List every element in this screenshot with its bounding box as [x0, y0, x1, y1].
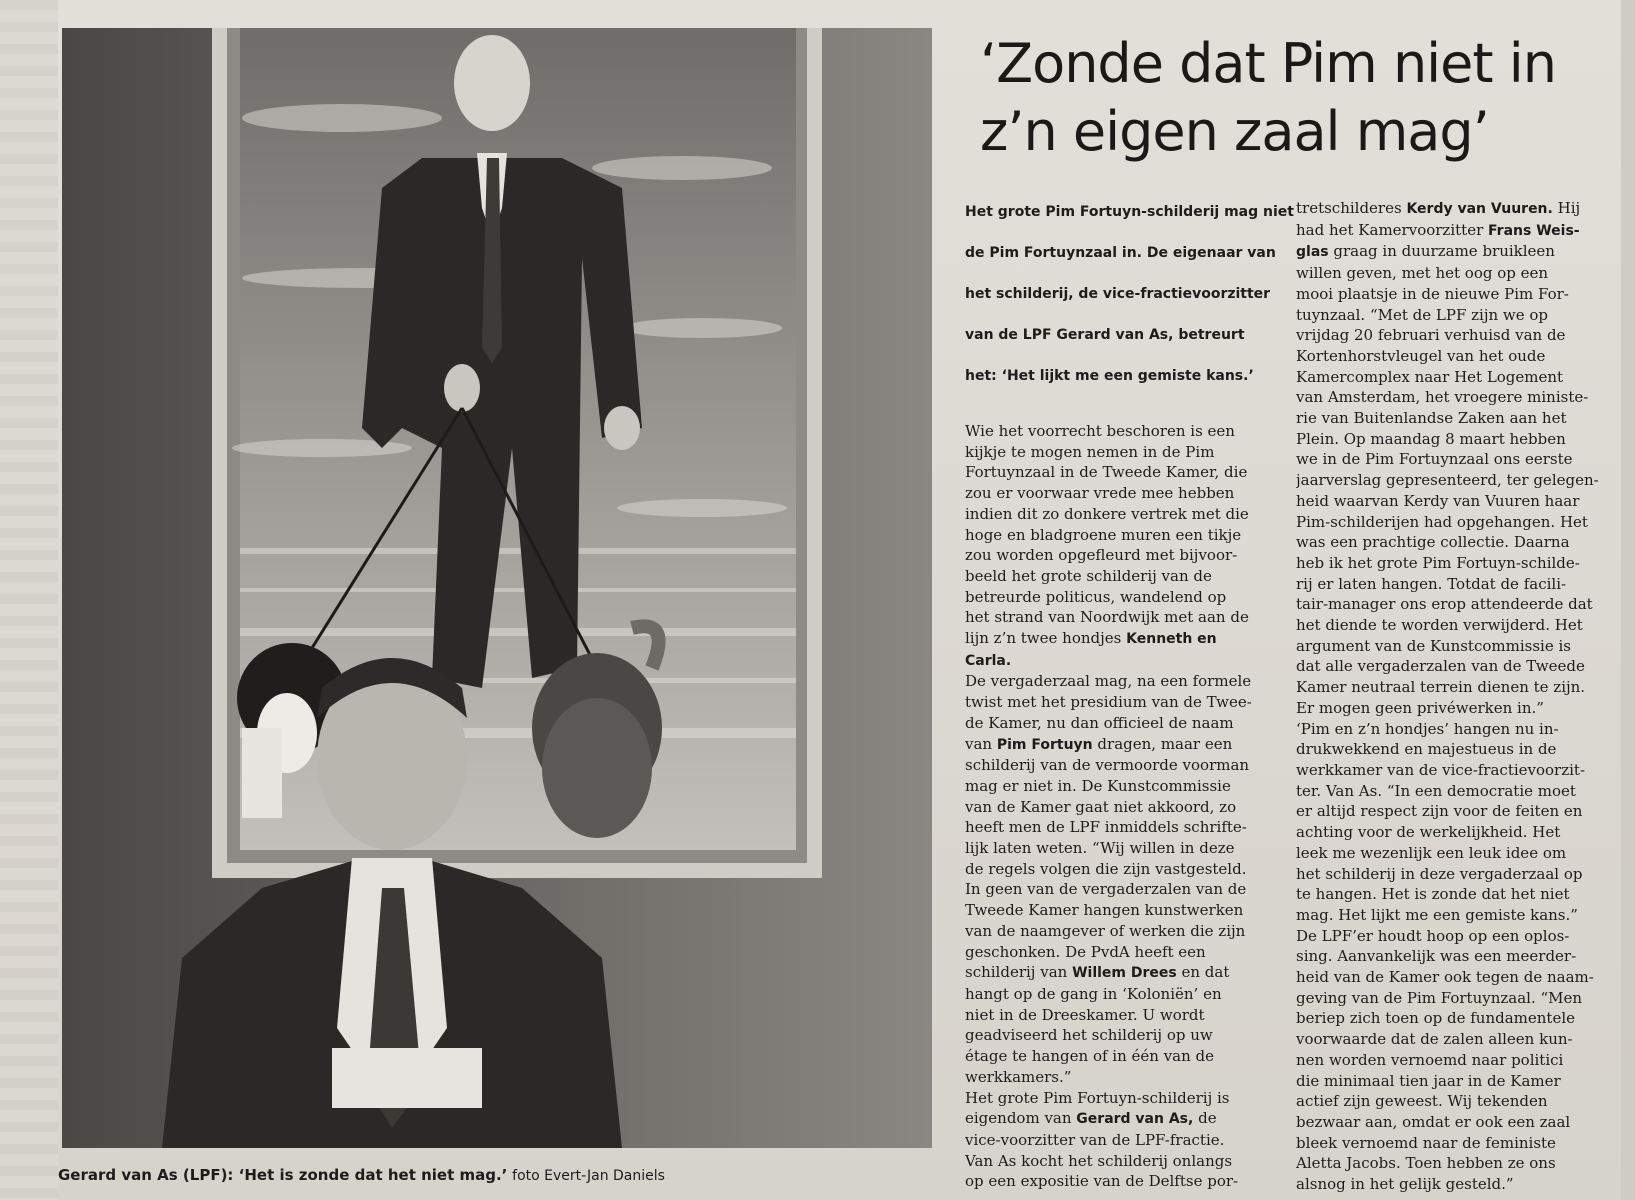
line-text: Het grote Pim Fortuyn-schilderij is	[965, 1088, 1230, 1107]
caption-text: Gerard van As (LPF): ‘Het is zonde dat het niet mag.’	[58, 1166, 508, 1184]
line-bold-name: Pim Fortuyn	[996, 736, 1093, 753]
line-text: sing. Aanvankelijk was een meerder-	[1296, 947, 1577, 966]
column-line	[1296, 553, 1626, 574]
intro-line: het schilderij, de vice-fractievoorzitter	[965, 286, 1271, 302]
column-line	[965, 421, 1295, 442]
line-text: het diende te worden verwijderd. Het	[1296, 616, 1583, 635]
column-line	[965, 545, 1295, 566]
line-text: we in de Pim Fortuynzaal ons eerste	[1296, 450, 1573, 469]
column-line	[965, 442, 1295, 463]
column-line	[965, 1171, 1295, 1192]
line-text: kijkje te mogen nemen in de Pim	[965, 442, 1215, 461]
line-text: eigendom van	[965, 1109, 1077, 1128]
line-text: schilderij van de vermoorde voorman	[965, 756, 1250, 775]
line-text: Fortuynzaal in de Tweede Kamer, die	[965, 463, 1248, 482]
column-line	[1296, 946, 1626, 967]
line-text: mag er niet in. De Kunstcommissie	[965, 776, 1231, 795]
column-line	[1296, 739, 1626, 760]
column-line	[965, 650, 1295, 672]
intro-line: van de LPF Gerard van As, betreurt	[965, 327, 1245, 343]
line-text: hangt op de gang in ‘Koloniën’ en	[965, 984, 1222, 1003]
line-text: achting voor de werkelijkheid. Het	[1296, 823, 1561, 842]
column-line	[965, 1130, 1295, 1151]
column-line	[1296, 801, 1626, 822]
line-text: rij er laten hangen. Totdat de facili-	[1296, 574, 1567, 593]
line-text: het strand van Noordwijk met aan de	[965, 608, 1249, 627]
column-line	[965, 776, 1295, 797]
line-text: twist met het presidium van de Twee-	[965, 693, 1252, 712]
line-text: De LPF’er houdt hoop op een oplos-	[1296, 926, 1570, 945]
line-text: geving van de Pim Fortuynzaal. “Men	[1296, 988, 1583, 1007]
line-text-after: Hij	[1552, 199, 1581, 217]
column-line	[1296, 615, 1626, 636]
article-intro	[965, 192, 1294, 397]
line-text: was een prachtige collectie. Daarna	[1296, 533, 1570, 552]
line-text: Plein. Op maandag 8 maart hebben	[1296, 429, 1566, 448]
column-line	[965, 713, 1295, 734]
intro-line: het: ‘Het lijkt me een gemiste kans.’	[965, 368, 1254, 384]
line-text: van de naamgever of werken die zijn	[965, 921, 1246, 940]
line-text: Er mogen geen privéwerken in.”	[1296, 698, 1544, 717]
line-text: dat alle vergaderzalen van de Tweede	[1296, 657, 1585, 676]
line-text: had het Kamervoorzitter	[1296, 220, 1489, 239]
line-text: lijk laten weten. “Wij willen in deze	[965, 839, 1235, 858]
column-line	[965, 1088, 1295, 1109]
column-line	[1296, 967, 1626, 988]
line-text: Kamer neutraal terrein dienen te zijn.	[1296, 678, 1586, 697]
line-text: van de Kamer gaat niet akkoord, zo	[965, 797, 1237, 816]
column-line	[965, 755, 1295, 776]
line-text: werkkamer van de vice-fractievoorzit-	[1296, 760, 1586, 779]
line-text: In geen van de vergaderzalen van de	[965, 880, 1247, 899]
line-text: beeld het grote schilderij van de	[965, 566, 1212, 585]
column-line	[1296, 843, 1626, 864]
column-line	[1296, 822, 1626, 843]
column-line	[965, 734, 1295, 756]
line-text: Tweede Kamer hangen kunstwerken	[965, 901, 1244, 920]
line-text-after: de	[1193, 1109, 1217, 1128]
column-line	[965, 879, 1295, 900]
column-line	[1296, 346, 1626, 367]
column-line	[1296, 677, 1626, 698]
column-line	[1296, 636, 1626, 657]
line-text: bleek vernoemd naar de feministe	[1296, 1133, 1556, 1152]
column-line	[1296, 1133, 1626, 1154]
line-text: lijn z’n twee hondjes	[965, 629, 1127, 648]
column-line	[965, 859, 1295, 880]
column-line	[965, 628, 1295, 650]
line-bold-name: Frans Weis-	[1488, 222, 1580, 239]
line-text: étage te hangen of in één van de	[965, 1047, 1215, 1066]
line-text: willen geven, met het oog op een	[1296, 264, 1549, 283]
line-text: zou er voorwaar vrede mee hebben	[965, 484, 1235, 503]
line-text: nen worden vernoemd naar politici	[1296, 1050, 1564, 1069]
line-bold-name: Carla.	[965, 652, 1012, 669]
line-text: tretschilderes	[1296, 199, 1407, 217]
column-line	[1296, 719, 1626, 740]
line-text: niet in de Dreeskamer. U wordt	[965, 1005, 1205, 1024]
column-line	[1296, 387, 1626, 408]
line-text: hoge en bladgroene muren een tikje	[965, 525, 1242, 544]
intro-line: Het grote Pim Fortuyn-schilderij mag niet	[965, 204, 1294, 220]
line-text: mag. Het lijkt me een gemiste kans.”	[1296, 905, 1578, 924]
column-line	[965, 1067, 1295, 1088]
article-column-1	[965, 421, 1295, 1192]
article-photo	[62, 28, 932, 1148]
column-line	[965, 1108, 1295, 1130]
line-text-after: graag in duurzame bruikleen	[1328, 242, 1555, 261]
line-text: rie van Buitenlandse Zaken aan het	[1296, 409, 1567, 428]
adjacent-page-edge-left	[0, 0, 58, 1200]
photo-credit: foto Evert-Jan Daniels	[512, 1168, 665, 1184]
line-text: betreurde politicus, wandelend op	[965, 587, 1227, 606]
line-text: ‘Pim en z’n hondjes’ hangen nu in-	[1296, 719, 1559, 738]
line-text: voorwaarde dat de zalen alleen kun-	[1296, 1030, 1573, 1049]
column-line	[1296, 470, 1626, 491]
photo-caption	[58, 1162, 938, 1188]
line-text: geadviseerd het schilderij op uw	[965, 1026, 1213, 1045]
line-bold-name: glas	[1296, 244, 1329, 261]
line-text: er altijd respect zijn voor de feiten en	[1296, 802, 1583, 821]
column-line	[965, 566, 1295, 587]
line-text: op een expositie van de Delftse por-	[965, 1172, 1239, 1191]
line-text: De vergaderzaal mag, na een formele	[965, 672, 1252, 691]
column-line	[1296, 884, 1626, 905]
line-text: van Amsterdam, het vroegere ministe-	[1296, 388, 1589, 407]
line-text-after: en dat	[1176, 963, 1230, 982]
column-line	[1296, 367, 1626, 388]
column-line	[1296, 1174, 1626, 1195]
line-text: te hangen. Het is zonde dat het niet	[1296, 885, 1570, 904]
article-headline	[980, 30, 1600, 166]
headline-line-1: ‘Zonde dat Pim niet in	[980, 32, 1556, 95]
column-line	[1296, 491, 1626, 512]
column-line	[965, 483, 1295, 504]
line-text: bezwaar aan, omdat er ook een zaal	[1296, 1112, 1571, 1131]
column-line	[1296, 1153, 1626, 1174]
line-text: indien dit zo donkere vertrek met die	[965, 504, 1249, 523]
column-line	[1296, 241, 1626, 263]
column-line	[965, 962, 1295, 984]
line-text: Pim-schilderijen had opgehangen. Het	[1296, 512, 1588, 531]
column-line	[1296, 698, 1626, 719]
column-line	[1296, 760, 1626, 781]
line-text: geschonken. De PvdA heeft een	[965, 942, 1206, 961]
column-line	[965, 587, 1295, 608]
column-line	[1296, 284, 1626, 305]
line-bold-name: Kerdy van Vuuren.	[1406, 201, 1553, 217]
line-text: ter. Van As. “In een democratie moet	[1296, 781, 1576, 800]
column-line	[965, 1025, 1295, 1046]
line-text: de regels volgen die zijn vastgesteld.	[965, 859, 1247, 878]
column-line	[1296, 220, 1626, 242]
column-line	[1296, 926, 1626, 947]
column-line	[965, 942, 1295, 963]
column-line	[965, 984, 1295, 1005]
column-line	[1296, 512, 1626, 533]
column-line	[1296, 1029, 1626, 1050]
line-text: Kortenhorstvleugel van het oude	[1296, 346, 1546, 365]
line-text: Kamercomplex naar Het Logement	[1296, 367, 1564, 386]
line-text: schilderij van	[965, 963, 1073, 982]
line-text: Aletta Jacobs. Toen hebben ze ons	[1296, 1154, 1556, 1173]
column-line	[1296, 325, 1626, 346]
column-line	[965, 900, 1295, 921]
line-text: heid van de Kamer ook tegen de naam-	[1296, 968, 1594, 987]
column-line	[1296, 305, 1626, 326]
column-line	[965, 921, 1295, 942]
column-line	[965, 817, 1295, 838]
line-text: heid waarvan Kerdy van Vuuren haar	[1296, 491, 1580, 510]
line-text: die minimaal tien jaar in de Kamer	[1296, 1071, 1561, 1090]
column-line	[1296, 594, 1626, 615]
column-line	[965, 1005, 1295, 1026]
column-line	[1296, 429, 1626, 450]
column-line	[965, 607, 1295, 628]
line-bold-name: Willem Drees	[1072, 965, 1177, 982]
line-text: Van As kocht het schilderij onlangs	[965, 1151, 1233, 1170]
column-line	[965, 525, 1295, 546]
column-line	[1296, 198, 1626, 220]
line-text: zou worden opgefleurd met bijvoor-	[965, 546, 1238, 565]
article-column-2	[1296, 198, 1626, 1195]
line-text: de Kamer, nu dan officieel de naam	[965, 713, 1234, 732]
line-text: van	[965, 734, 997, 753]
column-line	[1296, 1008, 1626, 1029]
column-line	[965, 1046, 1295, 1067]
line-text: heeft men de LPF inmiddels schrifte-	[965, 818, 1247, 837]
line-bold-name: Kenneth en	[1126, 631, 1217, 648]
column-line	[1296, 532, 1626, 553]
column-line	[965, 838, 1295, 859]
line-bold-name: Gerard van As,	[1076, 1111, 1194, 1128]
line-text: alsnog in het gelijk gesteld.”	[1296, 1175, 1514, 1194]
column-line	[1296, 656, 1626, 677]
column-line	[1296, 988, 1626, 1009]
column-line	[1296, 864, 1626, 885]
line-text: werkkamers.”	[965, 1067, 1072, 1086]
column-line	[965, 1151, 1295, 1172]
column-line	[1296, 1050, 1626, 1071]
line-text: vice-voorzitter van de LPF-fractie.	[965, 1130, 1225, 1149]
column-line	[1296, 574, 1626, 595]
column-line	[1296, 263, 1626, 284]
column-line	[965, 797, 1295, 818]
line-text: argument van de Kunstcommissie is	[1296, 636, 1571, 655]
column-line	[1296, 1091, 1626, 1112]
line-text: jaarverslag gepresenteerd, ter gelegen-	[1296, 471, 1599, 490]
headline-line-2: z’n eigen zaal mag’	[980, 100, 1489, 163]
line-text: heb ik het grote Pim Fortuyn-schilde-	[1296, 553, 1580, 572]
column-line	[1296, 1112, 1626, 1133]
line-text: tuynzaal. “Met de LPF zijn we op	[1296, 305, 1549, 324]
line-text: mooi plaatsje in de nieuwe Pim For-	[1296, 284, 1569, 303]
line-text: leek me wezenlijk een leuk idee om	[1296, 843, 1567, 862]
line-text: Wie het voorrecht beschoren is een	[965, 422, 1235, 440]
line-text: drukwekkend en majestueus in de	[1296, 740, 1557, 759]
column-line	[1296, 408, 1626, 429]
column-line	[1296, 449, 1626, 470]
line-text: beriep zich toen op de fundamentele	[1296, 1009, 1575, 1028]
line-text: actief zijn geweest. Wij tekenden	[1296, 1092, 1548, 1111]
column-line	[1296, 1071, 1626, 1092]
line-text: vrijdag 20 februari verhuisd van de	[1296, 326, 1566, 345]
line-text-after: dragen, maar een	[1092, 734, 1233, 753]
column-line	[965, 504, 1295, 525]
column-line	[1296, 781, 1626, 802]
photo-illustration	[62, 28, 932, 1148]
line-text: het schilderij in deze vergaderzaal op	[1296, 864, 1583, 883]
intro-line: de Pim Fortuynzaal in. De eigenaar van	[965, 245, 1276, 261]
column-line	[965, 671, 1295, 692]
column-line	[965, 692, 1295, 713]
column-line	[1296, 905, 1626, 926]
line-text: tair-manager ons erop attendeerde dat	[1296, 595, 1593, 614]
column-line	[965, 462, 1295, 483]
